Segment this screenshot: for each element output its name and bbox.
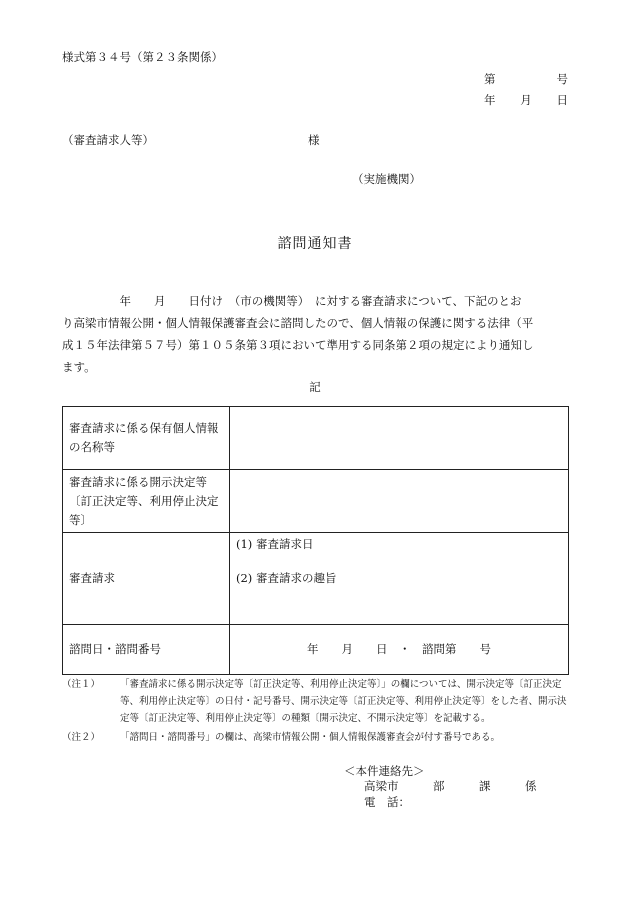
body-line: り高梁市情報公開・個人情報保護審査会に諮問したので、個人情報の保護に関する法律（平 bbox=[62, 316, 534, 330]
number-prefix: 第 bbox=[484, 72, 496, 86]
body-line: 年 月 日付け （市の機関等） に対する審査請求について、下記のとお bbox=[62, 294, 522, 308]
note-1-text: 「審査請求に係る開示決定等〔訂正決定等、利用停止決定等〕」の欄については、開示決定等〔訂正決定等、利用停止決定等〕の日付・記号番号、開示決定等〔訂正決定等、利用停止決定等〕をした者、開示決定等〔訂正決定等、利用停止決定等〕の種類〔開示決定、不開示決定等〕を記載する。 bbox=[120, 679, 567, 724]
number-suffix: 号 bbox=[556, 72, 568, 86]
inquiry-date-number-label: 諮問日・諮問番号 bbox=[63, 625, 230, 675]
sender-agency: （実施機関） bbox=[352, 172, 421, 186]
form-number: 様式第３４号（第２３条関係） bbox=[62, 50, 223, 64]
date-day: 日 bbox=[556, 93, 568, 107]
personal-info-name-value bbox=[230, 407, 569, 470]
disclosure-decision-label: 審査請求に係る開示決定等〔訂正決定等、利用停止決定等〕 bbox=[63, 470, 230, 533]
recipient-honorific: 様 bbox=[308, 133, 320, 147]
document-date-line bbox=[484, 92, 568, 108]
review-request-value bbox=[230, 533, 569, 625]
review-request-purpose-item: (2) 審査請求の趣旨 bbox=[236, 571, 337, 585]
inquiry-date-number-value: 年 月 日 ・ 諮問第 号 bbox=[230, 625, 569, 675]
note-2 bbox=[62, 729, 570, 746]
review-request-date-item: (1) 審査請求日 bbox=[236, 537, 314, 551]
contact-organization: 高梁市 部 課 係 bbox=[364, 779, 537, 793]
ki-heading: 記 bbox=[309, 380, 321, 394]
recipient-label: （審査請求人等） bbox=[62, 133, 154, 147]
table-row bbox=[63, 407, 569, 470]
contact-block bbox=[344, 763, 537, 809]
disclosure-decision-value bbox=[230, 470, 569, 533]
table-row bbox=[63, 470, 569, 533]
note-1-tag: （注１） bbox=[62, 679, 101, 690]
body-line: 成１５年法律第５７号）第１０５条第３項において準用する同条第２項の規定により通知し bbox=[62, 338, 534, 352]
contact-heading: ＜本件連絡先＞ bbox=[344, 764, 425, 778]
contact-phone: 電 話： bbox=[364, 795, 410, 809]
date-month: 月 bbox=[520, 93, 532, 107]
inquiry-table bbox=[62, 406, 569, 675]
review-request-label: 審査請求 bbox=[63, 533, 230, 625]
note-1 bbox=[62, 676, 570, 727]
document-number-line bbox=[484, 71, 568, 87]
table-row bbox=[63, 533, 569, 625]
date-year: 年 bbox=[484, 93, 496, 107]
body-paragraph bbox=[62, 290, 569, 378]
note-2-tag: （注２） bbox=[62, 732, 101, 743]
document-title: 諮問通知書 bbox=[277, 236, 353, 252]
note-2-text: 「諮問日・諮問番号」の欄は、高梁市情報公開・個人情報保護審査会が付す番号である。 bbox=[120, 732, 501, 743]
body-line: ます。 bbox=[62, 360, 96, 374]
table-row bbox=[63, 625, 569, 675]
personal-info-name-label: 審査請求に係る保有個人情報の名称等 bbox=[63, 407, 230, 470]
